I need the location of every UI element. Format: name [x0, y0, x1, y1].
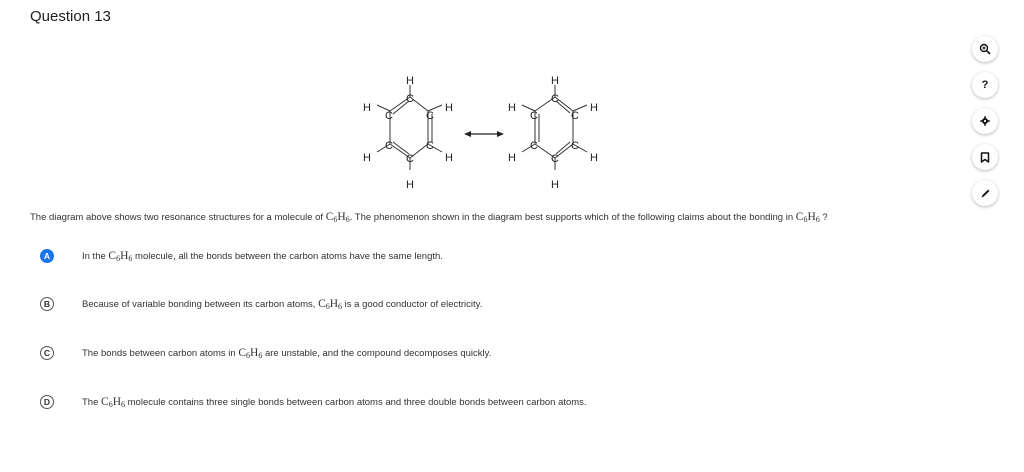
- molecular-formula: $C_6H_6$: [108, 249, 133, 263]
- zoom-in-button[interactable]: [972, 36, 998, 62]
- question-title: Question 13: [30, 8, 111, 25]
- stem-text: ?: [819, 212, 828, 223]
- bookmark-icon: [980, 152, 990, 163]
- carbon-label: C: [426, 110, 434, 122]
- resonance-arrow: [464, 131, 504, 137]
- hydrogen-label: H: [445, 152, 453, 164]
- help-button[interactable]: [972, 72, 998, 98]
- hydrogen-label: H: [551, 75, 559, 87]
- hydrogen-label: H: [445, 102, 453, 114]
- choice-radio-a[interactable]: A: [40, 249, 54, 263]
- help-icon: ?: [981, 79, 989, 91]
- molecular-formula: $C_6H_6$: [101, 395, 125, 409]
- molecular-formula: $C_6H_6$: [318, 297, 343, 311]
- stem-text: The diagram above shows two resonance structures for a molecule of: [30, 212, 326, 223]
- pencil-icon: [980, 188, 991, 199]
- carbon-label: C: [571, 110, 579, 122]
- annotate-button[interactable]: [972, 180, 998, 206]
- answer-choice-a[interactable]: [40, 248, 443, 264]
- answer-choice-d[interactable]: [40, 394, 587, 410]
- molecular-formula: $C_6H_6$: [795, 211, 820, 224]
- answer-choice-b[interactable]: [40, 296, 483, 312]
- carbon-label: C: [530, 110, 538, 122]
- carbon-label: C: [385, 110, 393, 122]
- molecular-formula: $C_6H_6$: [325, 211, 350, 224]
- benzene-resonance-diagram: [350, 70, 620, 195]
- carbon-label: C: [406, 93, 414, 105]
- resonance-structures-svg: [350, 70, 620, 195]
- choice-text-b[interactable]: Because of variable bonding between its carbon atoms, $C_6H_6$ is a good conductor of electricity.: [82, 297, 483, 311]
- carbon-label: C: [551, 153, 559, 165]
- hydrogen-label: H: [508, 152, 516, 164]
- settings-gear-icon: [980, 116, 990, 126]
- hydrogen-label: H: [508, 102, 516, 114]
- tool-sidebar: [972, 36, 1000, 216]
- zoom-in-icon: [979, 43, 991, 55]
- hydrogen-label: H: [590, 152, 598, 164]
- question-stem: [30, 211, 828, 224]
- carbon-label: C: [426, 140, 434, 152]
- hydrogen-label: H: [406, 179, 414, 191]
- carbon-label: C: [385, 140, 393, 152]
- carbon-label: C: [571, 140, 579, 152]
- carbon-label: C: [530, 140, 538, 152]
- hydrogen-label: H: [363, 102, 371, 114]
- carbon-label: C: [551, 93, 559, 105]
- hydrogen-label: H: [590, 102, 598, 114]
- hydrogen-label: H: [363, 152, 371, 164]
- settings-button[interactable]: [972, 108, 998, 134]
- molecular-formula: $C_6H_6$: [238, 346, 263, 360]
- choice-text-d[interactable]: The $C_6H_6$ molecule contains three single bonds between carbon atoms and three double bonds between carbon atoms.: [82, 395, 587, 409]
- carbon-label: C: [406, 153, 414, 165]
- choice-text-a[interactable]: In the $C_6H_6$ molecule, all the bonds between the carbon atoms have the same length.: [82, 249, 443, 263]
- choice-radio-b[interactable]: B: [40, 297, 54, 311]
- choice-radio-c[interactable]: C: [40, 346, 54, 360]
- answer-choice-c[interactable]: [40, 345, 492, 361]
- hydrogen-label: H: [551, 179, 559, 191]
- hydrogen-label: H: [406, 75, 414, 87]
- atom-labels-left: [363, 75, 453, 191]
- choice-text-c[interactable]: The bonds between carbon atoms in $C_6H_6$ are unstable, and the compound decomposes quickly.: [82, 346, 492, 360]
- stem-text: . The phenomenon shown in the diagram best supports which of the following claims about the bonding in: [349, 212, 796, 223]
- choice-radio-d[interactable]: D: [40, 395, 54, 409]
- bookmark-button[interactable]: [972, 144, 998, 170]
- atom-labels-right: [508, 75, 598, 191]
